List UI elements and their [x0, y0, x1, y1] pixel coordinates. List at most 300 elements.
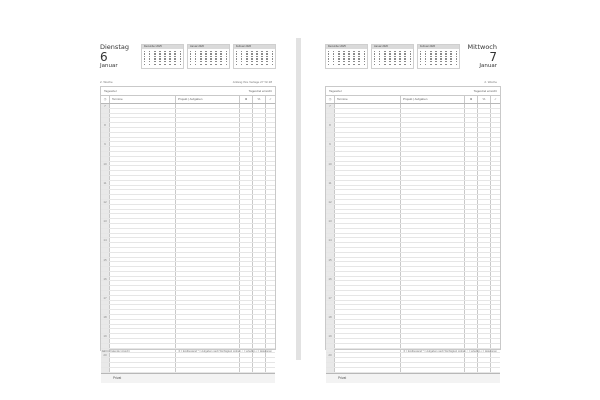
- table-cell[interactable]: [266, 128, 275, 132]
- table-cell[interactable]: [176, 334, 240, 338]
- table-cell[interactable]: [266, 224, 275, 228]
- table-cell[interactable]: [465, 339, 478, 343]
- table-cell[interactable]: [401, 277, 465, 281]
- table-cell[interactable]: [465, 320, 478, 324]
- table-cell[interactable]: [478, 123, 491, 127]
- table-cell[interactable]: [401, 368, 465, 372]
- table-cell[interactable]: [253, 243, 266, 247]
- table-cell[interactable]: [491, 363, 500, 367]
- table-cell[interactable]: [253, 219, 266, 223]
- table-cell[interactable]: [478, 334, 491, 338]
- table-cell[interactable]: [335, 243, 401, 247]
- table-cell[interactable]: [335, 109, 401, 113]
- table-cell[interactable]: [253, 363, 266, 367]
- table-cell[interactable]: [266, 281, 275, 285]
- table-cell[interactable]: [465, 210, 478, 214]
- table-cell[interactable]: [110, 301, 176, 305]
- table-cell[interactable]: [266, 176, 275, 180]
- table-cell[interactable]: [110, 200, 176, 204]
- table-cell[interactable]: [240, 258, 253, 262]
- table-cell[interactable]: [335, 152, 401, 156]
- table-cell[interactable]: [478, 267, 491, 271]
- table-cell[interactable]: [240, 243, 253, 247]
- table-cell[interactable]: [176, 291, 240, 295]
- table-cell[interactable]: [478, 195, 491, 199]
- table-cell[interactable]: [240, 238, 253, 242]
- table-cell[interactable]: [110, 238, 176, 242]
- table-cell[interactable]: [491, 258, 500, 262]
- table-cell[interactable]: [465, 176, 478, 180]
- table-cell[interactable]: [335, 104, 401, 108]
- table-cell[interactable]: [266, 325, 275, 329]
- table-cell[interactable]: [335, 277, 401, 281]
- table-cell[interactable]: [110, 219, 176, 223]
- table-cell[interactable]: [240, 286, 253, 290]
- table-cell[interactable]: [465, 128, 478, 132]
- table-cell[interactable]: [176, 128, 240, 132]
- table-cell[interactable]: [110, 109, 176, 113]
- table-cell[interactable]: [478, 190, 491, 194]
- table-cell[interactable]: [491, 205, 500, 209]
- table-cell[interactable]: [465, 325, 478, 329]
- table-cell[interactable]: [176, 353, 240, 357]
- table-cell[interactable]: [478, 344, 491, 348]
- table-cell[interactable]: [401, 171, 465, 175]
- table-cell[interactable]: [110, 171, 176, 175]
- table-cell[interactable]: [491, 281, 500, 285]
- table-cell[interactable]: [465, 118, 478, 122]
- table-cell[interactable]: [253, 152, 266, 156]
- table-cell[interactable]: [176, 329, 240, 333]
- table-cell[interactable]: [491, 310, 500, 314]
- table-cell[interactable]: [266, 210, 275, 214]
- table-cell[interactable]: [266, 363, 275, 367]
- table-cell[interactable]: [266, 162, 275, 166]
- table-cell[interactable]: [110, 114, 176, 118]
- table-cell[interactable]: [266, 353, 275, 357]
- table-cell[interactable]: [335, 296, 401, 300]
- table-cell[interactable]: [176, 162, 240, 166]
- table-cell[interactable]: [335, 200, 401, 204]
- table-cell[interactable]: [176, 114, 240, 118]
- table-cell[interactable]: [266, 339, 275, 343]
- table-cell[interactable]: [465, 272, 478, 276]
- table-cell[interactable]: [335, 176, 401, 180]
- table-cell[interactable]: [110, 133, 176, 137]
- table-cell[interactable]: [176, 305, 240, 309]
- table-cell[interactable]: [240, 310, 253, 314]
- table-cell[interactable]: [478, 329, 491, 333]
- table-cell[interactable]: [110, 166, 176, 170]
- table-cell[interactable]: [110, 368, 176, 372]
- table-cell[interactable]: [110, 205, 176, 209]
- table-cell[interactable]: [240, 267, 253, 271]
- table-cell[interactable]: [401, 262, 465, 266]
- table-cell[interactable]: [335, 166, 401, 170]
- table-cell[interactable]: [266, 238, 275, 242]
- table-cell[interactable]: [240, 339, 253, 343]
- table-cell[interactable]: [335, 234, 401, 238]
- table-cell[interactable]: [253, 200, 266, 204]
- table-cell[interactable]: [253, 123, 266, 127]
- table-cell[interactable]: [478, 186, 491, 190]
- table-cell[interactable]: [176, 368, 240, 372]
- table-cell[interactable]: [478, 138, 491, 142]
- table-cell[interactable]: [335, 114, 401, 118]
- table-cell[interactable]: [491, 186, 500, 190]
- table-cell[interactable]: [110, 291, 176, 295]
- table-cell[interactable]: [266, 315, 275, 319]
- table-cell[interactable]: [465, 162, 478, 166]
- table-cell[interactable]: [240, 128, 253, 132]
- table-cell[interactable]: [176, 200, 240, 204]
- table-cell[interactable]: [465, 234, 478, 238]
- table-cell[interactable]: [335, 186, 401, 190]
- table-cell[interactable]: [335, 210, 401, 214]
- table-cell[interactable]: [335, 214, 401, 218]
- table-cell[interactable]: [465, 334, 478, 338]
- table-cell[interactable]: [240, 219, 253, 223]
- table-cell[interactable]: [110, 286, 176, 290]
- table-cell[interactable]: [465, 171, 478, 175]
- table-cell[interactable]: [176, 104, 240, 108]
- table-cell[interactable]: [465, 286, 478, 290]
- table-cell[interactable]: [253, 315, 266, 319]
- table-cell[interactable]: [176, 166, 240, 170]
- table-cell[interactable]: [253, 205, 266, 209]
- table-cell[interactable]: [110, 315, 176, 319]
- table-cell[interactable]: [240, 353, 253, 357]
- table-cell[interactable]: [335, 133, 401, 137]
- table-cell[interactable]: [266, 262, 275, 266]
- table-cell[interactable]: [335, 368, 401, 372]
- table-cell[interactable]: [176, 248, 240, 252]
- table-cell[interactable]: [401, 296, 465, 300]
- table-cell[interactable]: [110, 214, 176, 218]
- table-cell[interactable]: [465, 315, 478, 319]
- table-cell[interactable]: [335, 128, 401, 132]
- table-cell[interactable]: [240, 205, 253, 209]
- table-cell[interactable]: [401, 234, 465, 238]
- table-cell[interactable]: [240, 133, 253, 137]
- table-cell[interactable]: [253, 214, 266, 218]
- table-cell[interactable]: [465, 138, 478, 142]
- table-cell[interactable]: [110, 329, 176, 333]
- table-cell[interactable]: [491, 344, 500, 348]
- table-cell[interactable]: [335, 205, 401, 209]
- table-cell[interactable]: [491, 291, 500, 295]
- table-cell[interactable]: [176, 171, 240, 175]
- table-cell[interactable]: [110, 363, 176, 367]
- table-cell[interactable]: [176, 358, 240, 362]
- table-cell[interactable]: [335, 171, 401, 175]
- table-cell[interactable]: [335, 229, 401, 233]
- table-cell[interactable]: [491, 339, 500, 343]
- table-cell[interactable]: [401, 358, 465, 362]
- table-cell[interactable]: [110, 358, 176, 362]
- table-cell[interactable]: [478, 205, 491, 209]
- table-cell[interactable]: [491, 109, 500, 113]
- table-cell[interactable]: [240, 104, 253, 108]
- table-cell[interactable]: [110, 262, 176, 266]
- table-cell[interactable]: [266, 334, 275, 338]
- table-cell[interactable]: [335, 238, 401, 242]
- table-cell[interactable]: [253, 253, 266, 257]
- table-cell[interactable]: [240, 334, 253, 338]
- table-cell[interactable]: [240, 123, 253, 127]
- table-cell[interactable]: [240, 186, 253, 190]
- table-cell[interactable]: [491, 147, 500, 151]
- table-cell[interactable]: [335, 344, 401, 348]
- table-cell[interactable]: [266, 200, 275, 204]
- table-cell[interactable]: [176, 339, 240, 343]
- table-cell[interactable]: [335, 157, 401, 161]
- table-cell[interactable]: [491, 262, 500, 266]
- table-cell[interactable]: [491, 286, 500, 290]
- table-row[interactable]: [101, 368, 275, 373]
- table-cell[interactable]: [253, 224, 266, 228]
- table-cell[interactable]: [491, 152, 500, 156]
- table-cell[interactable]: [401, 353, 465, 357]
- table-cell[interactable]: [253, 248, 266, 252]
- table-cell[interactable]: [240, 224, 253, 228]
- table-cell[interactable]: [266, 305, 275, 309]
- table-cell[interactable]: [110, 190, 176, 194]
- table-cell[interactable]: [253, 301, 266, 305]
- table-cell[interactable]: [110, 176, 176, 180]
- table-cell[interactable]: [478, 296, 491, 300]
- table-cell[interactable]: [240, 368, 253, 372]
- table-cell[interactable]: [335, 190, 401, 194]
- table-cell[interactable]: [110, 281, 176, 285]
- table-cell[interactable]: [491, 267, 500, 271]
- table-cell[interactable]: [110, 138, 176, 142]
- table-cell[interactable]: [240, 229, 253, 233]
- table-cell[interactable]: [465, 296, 478, 300]
- table-cell[interactable]: [240, 157, 253, 161]
- table-cell[interactable]: [491, 353, 500, 357]
- table-cell[interactable]: [478, 310, 491, 314]
- table-cell[interactable]: [266, 296, 275, 300]
- table-cell[interactable]: [110, 267, 176, 271]
- table-cell[interactable]: [266, 243, 275, 247]
- table-cell[interactable]: [176, 210, 240, 214]
- table-cell[interactable]: [465, 123, 478, 127]
- table-cell[interactable]: [266, 205, 275, 209]
- table-cell[interactable]: [491, 320, 500, 324]
- table-cell[interactable]: [465, 243, 478, 247]
- table-cell[interactable]: [240, 166, 253, 170]
- table-cell[interactable]: [335, 310, 401, 314]
- table-cell[interactable]: [176, 301, 240, 305]
- table-cell[interactable]: [176, 258, 240, 262]
- table-cell[interactable]: [401, 176, 465, 180]
- table-cell[interactable]: [401, 210, 465, 214]
- table-cell[interactable]: [266, 267, 275, 271]
- table-cell[interactable]: [465, 166, 478, 170]
- table-cell[interactable]: [176, 238, 240, 242]
- table-cell[interactable]: [335, 248, 401, 252]
- table-cell[interactable]: [176, 109, 240, 113]
- table-cell[interactable]: [491, 248, 500, 252]
- table-cell[interactable]: [253, 353, 266, 357]
- table-cell[interactable]: [491, 195, 500, 199]
- table-cell[interactable]: [266, 142, 275, 146]
- table-cell[interactable]: [465, 142, 478, 146]
- table-cell[interactable]: [478, 142, 491, 146]
- table-cell[interactable]: [335, 181, 401, 185]
- table-cell[interactable]: [253, 104, 266, 108]
- table-cell[interactable]: [253, 310, 266, 314]
- table-cell[interactable]: [253, 186, 266, 190]
- table-cell[interactable]: [491, 114, 500, 118]
- table-cell[interactable]: [240, 315, 253, 319]
- table-cell[interactable]: [478, 118, 491, 122]
- table-cell[interactable]: [335, 142, 401, 146]
- table-cell[interactable]: [253, 281, 266, 285]
- table-cell[interactable]: [253, 142, 266, 146]
- table-cell[interactable]: [465, 363, 478, 367]
- table-cell[interactable]: [240, 305, 253, 309]
- table-cell[interactable]: [335, 329, 401, 333]
- table-cell[interactable]: [240, 181, 253, 185]
- table-cell[interactable]: [176, 272, 240, 276]
- table-cell[interactable]: [478, 181, 491, 185]
- table-cell[interactable]: [110, 229, 176, 233]
- table-cell[interactable]: [401, 305, 465, 309]
- table-cell[interactable]: [266, 114, 275, 118]
- table-cell[interactable]: [465, 229, 478, 233]
- table-cell[interactable]: [176, 157, 240, 161]
- table-cell[interactable]: [253, 358, 266, 362]
- table-cell[interactable]: [176, 224, 240, 228]
- table-cell[interactable]: [266, 301, 275, 305]
- table-cell[interactable]: [401, 363, 465, 367]
- table-cell[interactable]: [335, 123, 401, 127]
- table-cell[interactable]: [266, 186, 275, 190]
- table-cell[interactable]: [240, 214, 253, 218]
- table-cell[interactable]: [478, 104, 491, 108]
- table-cell[interactable]: [335, 147, 401, 151]
- table-cell[interactable]: [491, 277, 500, 281]
- table-cell[interactable]: [253, 267, 266, 271]
- table-cell[interactable]: [478, 114, 491, 118]
- table-cell[interactable]: [335, 334, 401, 338]
- table-cell[interactable]: [266, 219, 275, 223]
- table-cell[interactable]: [266, 138, 275, 142]
- table-cell[interactable]: [110, 243, 176, 247]
- table-cell[interactable]: [401, 205, 465, 209]
- table-cell[interactable]: [240, 363, 253, 367]
- table-cell[interactable]: [465, 190, 478, 194]
- table-cell[interactable]: [491, 214, 500, 218]
- table-cell[interactable]: [266, 286, 275, 290]
- table-cell[interactable]: [335, 301, 401, 305]
- table-cell[interactable]: [465, 224, 478, 228]
- table-cell[interactable]: [465, 238, 478, 242]
- table-cell[interactable]: [478, 315, 491, 319]
- table-cell[interactable]: [401, 267, 465, 271]
- table-cell[interactable]: [401, 258, 465, 262]
- table-cell[interactable]: [266, 329, 275, 333]
- table-cell[interactable]: [176, 147, 240, 151]
- table-cell[interactable]: [266, 310, 275, 314]
- table-cell[interactable]: [401, 243, 465, 247]
- table-cell[interactable]: [478, 152, 491, 156]
- table-cell[interactable]: [401, 291, 465, 295]
- table-cell[interactable]: [401, 190, 465, 194]
- table-cell[interactable]: [335, 224, 401, 228]
- table-cell[interactable]: [110, 128, 176, 132]
- table-cell[interactable]: [465, 109, 478, 113]
- table-cell[interactable]: [491, 104, 500, 108]
- table-cell[interactable]: [176, 229, 240, 233]
- table-cell[interactable]: [401, 238, 465, 242]
- table-cell[interactable]: [478, 214, 491, 218]
- table-cell[interactable]: [465, 344, 478, 348]
- table-cell[interactable]: [401, 186, 465, 190]
- table-cell[interactable]: [253, 176, 266, 180]
- table-cell[interactable]: [176, 267, 240, 271]
- table-cell[interactable]: [478, 325, 491, 329]
- table-cell[interactable]: [491, 128, 500, 132]
- table-cell[interactable]: [478, 248, 491, 252]
- table-cell[interactable]: [110, 195, 176, 199]
- table-cell[interactable]: [110, 258, 176, 262]
- table-cell[interactable]: [335, 219, 401, 223]
- table-cell[interactable]: [478, 243, 491, 247]
- table-cell[interactable]: [176, 195, 240, 199]
- table-cell[interactable]: [401, 229, 465, 233]
- table-cell[interactable]: [401, 315, 465, 319]
- table-cell[interactable]: [491, 229, 500, 233]
- table-cell[interactable]: [335, 286, 401, 290]
- table-cell[interactable]: [401, 281, 465, 285]
- table-cell[interactable]: [478, 301, 491, 305]
- table-cell[interactable]: [253, 368, 266, 372]
- table-cell[interactable]: [478, 339, 491, 343]
- table-cell[interactable]: [176, 277, 240, 281]
- table-cell[interactable]: [176, 205, 240, 209]
- table-cell[interactable]: [465, 277, 478, 281]
- table-cell[interactable]: [240, 301, 253, 305]
- table-cell[interactable]: [253, 147, 266, 151]
- table-cell[interactable]: [176, 214, 240, 218]
- table-cell[interactable]: [401, 272, 465, 276]
- table-cell[interactable]: [176, 186, 240, 190]
- table-cell[interactable]: [176, 310, 240, 314]
- table-cell[interactable]: [335, 267, 401, 271]
- table-cell[interactable]: [478, 291, 491, 295]
- table-cell[interactable]: [478, 219, 491, 223]
- table-cell[interactable]: [176, 243, 240, 247]
- table-cell[interactable]: [491, 162, 500, 166]
- table-cell[interactable]: [240, 291, 253, 295]
- table-cell[interactable]: [491, 368, 500, 372]
- table-cell[interactable]: [110, 186, 176, 190]
- table-cell[interactable]: [465, 258, 478, 262]
- table-cell[interactable]: [266, 171, 275, 175]
- table-cell[interactable]: [240, 296, 253, 300]
- table-cell[interactable]: [110, 142, 176, 146]
- table-cell[interactable]: [491, 123, 500, 127]
- table-cell[interactable]: [266, 272, 275, 276]
- table-cell[interactable]: [491, 157, 500, 161]
- table-cell[interactable]: [240, 118, 253, 122]
- table-cell[interactable]: [176, 133, 240, 137]
- table-cell[interactable]: [335, 320, 401, 324]
- table-cell[interactable]: [401, 200, 465, 204]
